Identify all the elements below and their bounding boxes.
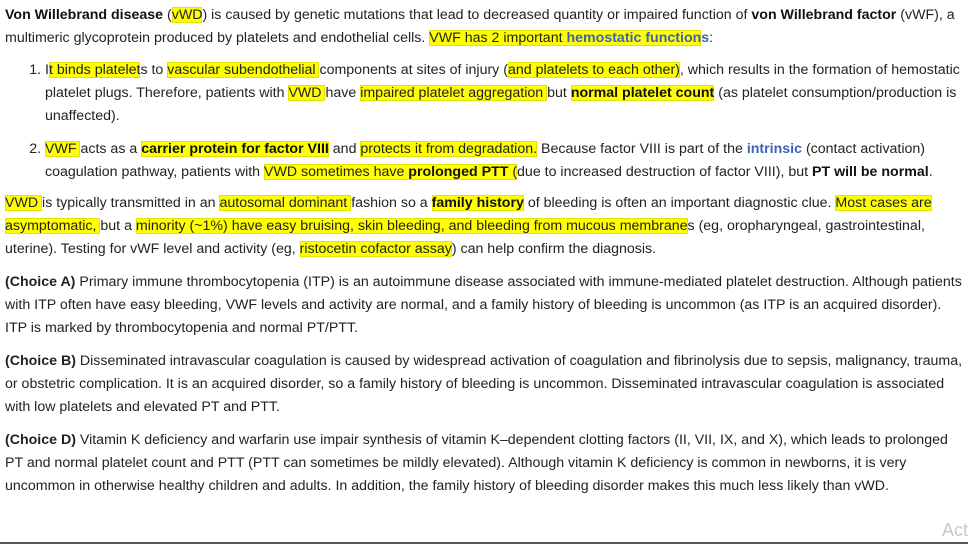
term-vwf: von Willebrand factor [751,7,897,23]
highlight-minority-bleeding: minority (~1%) have easy bruising, skin bleeding, and bleeding from mucous membrane [135,218,688,234]
text: (contact activation) coagulation pathway, patients with [45,141,926,180]
text: due to increased destruction of factor VIII), but [517,164,812,180]
text: VWF has 2 important [429,30,567,46]
link-hemostatic-functions[interactable]: hemostatic function [566,30,702,46]
text: components at sites of injury ( [319,62,508,78]
text: ) can help confirm the diagnosis. [451,241,657,257]
text: Because factor VIII is part of the [537,141,747,157]
link-hemostatic-functions-suffix[interactable]: s [701,30,710,46]
choice-a-paragraph [5,271,963,340]
term-pt-normal: PT will be normal [812,164,929,180]
intro-paragraph [5,4,963,50]
highlight-protects-degradation: protects it from degradation. [360,141,538,157]
text: have [325,85,361,101]
highlight-vwd: VWD [5,195,43,211]
highlight-vwf: VWF [45,141,81,157]
text: . [928,164,933,180]
activation-watermark: Act [941,520,968,540]
text: ( [163,7,172,23]
highlight-asymptomatic: Most cases are asymptomatic, [5,195,932,234]
text: I [45,62,49,78]
highlight-platelets-each-other: and platelets to each other) [507,62,680,78]
term-vwd: Von Willebrand disease [5,7,164,23]
text: fashion so a [351,195,432,211]
highlight-autosomal-dominant: autosomal dominant [219,195,352,211]
list-item-2 [45,138,963,184]
vwf-functions-list [5,59,963,184]
highlight-binds-platelets: t binds platelet [48,62,141,78]
term-prolonged-ptt: prolonged PTT [408,164,509,180]
text: , which results in the formation of hemostatic platelet plugs. Therefore, patients with [45,62,960,101]
choice-b-label: (Choice B) [5,353,76,369]
explanation-content [5,4,963,498]
choice-d-text: Vitamin K deficiency and warfarin use impair synthesis of vitamin K–dependent clotting factors (II, VII, IX, and X), which leads to prolonged PT and normal platelet count and PTT (PTT can sometimes be mildly elevated). Although vitamin K deficiency is common in newborns, it is very uncommon in otherwise healthy children and adults. In addition, the family history of bleeding disorder makes this much less likely than vWD. [5,432,948,494]
text: and [328,141,361,157]
transmission-paragraph [5,192,963,261]
highlight-vwd: vWD [171,7,203,23]
text: VWD sometimes have [264,164,409,180]
text: but a [100,218,136,234]
text: (vWF), a multimeric glycoprotein produced by platelets and endothelial cells. [5,7,955,46]
highlight-impaired-aggregation: impaired platelet aggregation [360,85,548,101]
highlight-carrier-protein: carrier protein for factor VIII [141,141,329,157]
highlight-family-history: family history [431,195,524,211]
text: s to [140,62,168,78]
choice-b-paragraph [5,350,963,419]
text: (as platelet consumption/production is unaffected). [45,85,957,124]
text: is typically transmitted in an [42,195,220,211]
highlight-ristocetin: ristocetin cofactor assay [299,241,452,257]
text: of bleeding is often an important diagnostic clue. [523,195,836,211]
highlight-vwd: VWD [288,85,326,101]
choice-b-text: Disseminated intravascular coagulation is caused by widespread activation of coagulation and fibrinolysis due to sepsis, malignancy, trauma, or obstetric complication. It is an acquired disorder, so a family history of bleeding is uncommon. Disseminated intravascular coagulation is associated with low platelets and elevated PT and PTT. [5,353,963,415]
highlight-vwf-functions [429,30,701,46]
text: ) is caused by genetic mutations that lead to decreased quantity or impaired function of [202,7,752,23]
choice-d-label: (Choice D) [5,432,76,448]
text: : [709,30,714,46]
choice-a-label: (Choice A) [5,274,76,290]
choice-a-text: Primary immune thrombocytopenia (ITP) is an autoimmune disease associated with immune-mediated platelet destruction. Although patients with ITP often have easy bleeding, VWF levels and activity are normal, and a family history of bleeding is uncommon (as ITP is an acquired disorder). ITP is marked by thrombocytopenia and normal PT/PTT. [5,274,962,336]
choice-d-paragraph [5,429,963,498]
highlight-vwd-prolonged-ptt [264,164,517,180]
text: acts as a [80,141,142,157]
text: ( [508,164,518,180]
text: but [547,85,571,101]
highlight-subendothelial: vascular subendothelial [167,62,320,78]
list-item-1 [45,59,963,128]
text: s (eg, oropharyngeal, gastrointestinal, uterine). Testing for vWF level and activity (eg, [5,218,925,257]
link-intrinsic[interactable]: intrinsic [746,141,803,157]
highlight-normal-platelet-count: normal platelet count [570,85,715,101]
